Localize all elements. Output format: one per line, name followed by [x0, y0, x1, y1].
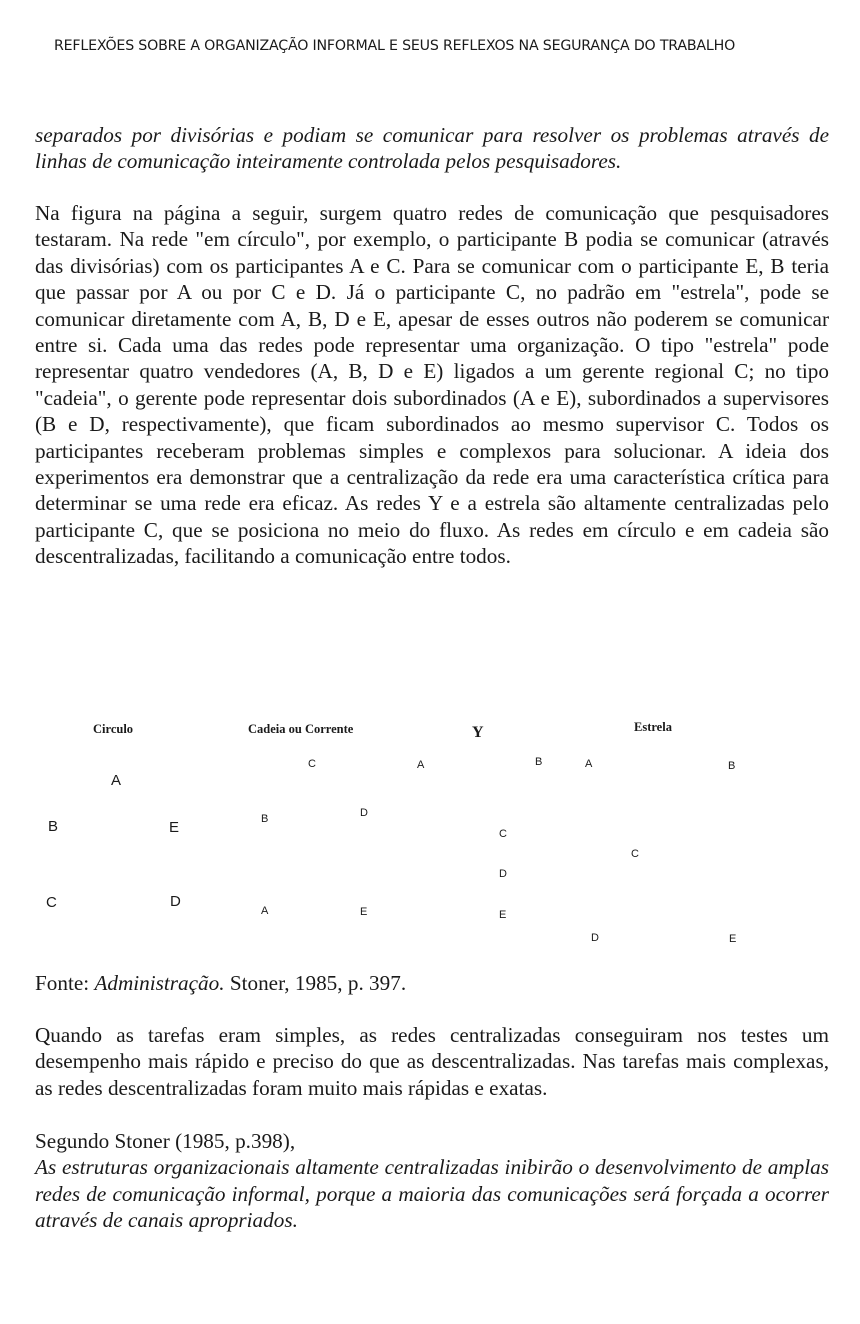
- cadeia-node-e: E: [360, 906, 368, 918]
- quote-intro: Segundo Stoner (1985, p.398),: [35, 1129, 296, 1153]
- circulo-node-e: E: [169, 819, 180, 836]
- source-label: Fonte:: [35, 971, 95, 995]
- paragraph-results: Quando as tarefas eram simples, as redes centralizadas conseguiram nos testes um desempenho mais rápido e preciso do que as descentralizadas. Nas tarefas mais complexas, as redes descentralizadas foram muito mais rápidas e exatas.: [35, 1023, 829, 1100]
- cadeia-node-d: D: [360, 807, 368, 819]
- circulo-node-b: B: [48, 818, 59, 835]
- title-cadeia: Cadeia ou Corrente: [248, 722, 354, 736]
- quote-text: As estruturas organizacionais altamente centralizadas inibirão o desenvolvimento de amplas redes de comunicação informal, porque a maioria das comunicações será forçada a ocorrer através de canais apropriados.: [35, 1155, 829, 1233]
- source-work-title: Administração.: [94, 971, 225, 995]
- y-node-d: D: [499, 868, 507, 880]
- estrela-node-a: A: [585, 758, 593, 770]
- title-y: Y: [472, 724, 484, 741]
- title-circulo: Circulo: [93, 722, 134, 736]
- figure-source: [35, 970, 406, 996]
- y-node-e: E: [499, 909, 507, 921]
- estrela-node-c: C: [631, 848, 639, 860]
- cadeia-node-c: C: [308, 758, 316, 770]
- running-header: REFLEXÕES SOBRE A ORGANIZAÇÃO INFORMAL E SEUS REFLEXOS NA SEGURANÇA DO TRABALHO: [54, 38, 736, 54]
- y-node-c: C: [499, 828, 507, 840]
- paragraph-continuation: separados por divisórias e podiam se comunicar para resolver os problemas através de linhas de comunicação inteiramente controlada pelos pesquisadores.: [35, 123, 829, 174]
- estrela-node-b: B: [728, 760, 736, 772]
- source-reference: Stoner, 1985, p. 397.: [224, 971, 407, 995]
- paragraph-networks: Na figura na página a seguir, surgem quatro redes de comunicação que pesquisadores testaram. Na rede "em círculo", por exemplo, o participante B podia se comunicar (através das divisórias) com os participantes A e C. Para se comunicar com o participante E, B teria que passar por A ou por C e D. Já o participante C, no padrão em "estrela", pode se comunicar diretamente com A, B, D e E, apesar de esses outros não poderem se comunicar entre si. Cada uma das redes pode representar uma organização. O tipo "estrela" pode representar quatro vendedores (A, B, D e E) ligados a um gerente regional C; no tipo "cadeia", o gerente pode representar dois subordinados (A e E), subordinados a supervisores (B e D, respectivamente), que ficam subordinados ao mesmo supervisor C. Todos os participantes receberam problemas simples e complexos para solucionar. A ideia dos experimentos era demonstrar que a centralização da rede era uma característica crítica para determinar se uma rede era eficaz. As redes Y e a estrela são altamente centralizadas pelo participante C, que se posiciona no meio do fluxo. As redes em círculo e em cadeia são descentralizadas, facilitando a comunicação entre todos.: [35, 201, 829, 569]
- circulo-node-a: A: [111, 772, 122, 789]
- cadeia-node-b: B: [261, 813, 269, 825]
- estrela-node-d: D: [591, 932, 599, 944]
- communication-networks-figure: [0, 700, 860, 960]
- cadeia-node-a: A: [261, 905, 269, 917]
- y-node-a: A: [417, 759, 425, 771]
- circulo-node-d: D: [170, 893, 181, 910]
- title-estrela: Estrela: [634, 720, 672, 734]
- y-node-b: B: [535, 756, 543, 768]
- quote-block: [35, 1128, 829, 1234]
- circulo-node-c: C: [46, 894, 57, 911]
- estrela-node-e: E: [729, 933, 737, 945]
